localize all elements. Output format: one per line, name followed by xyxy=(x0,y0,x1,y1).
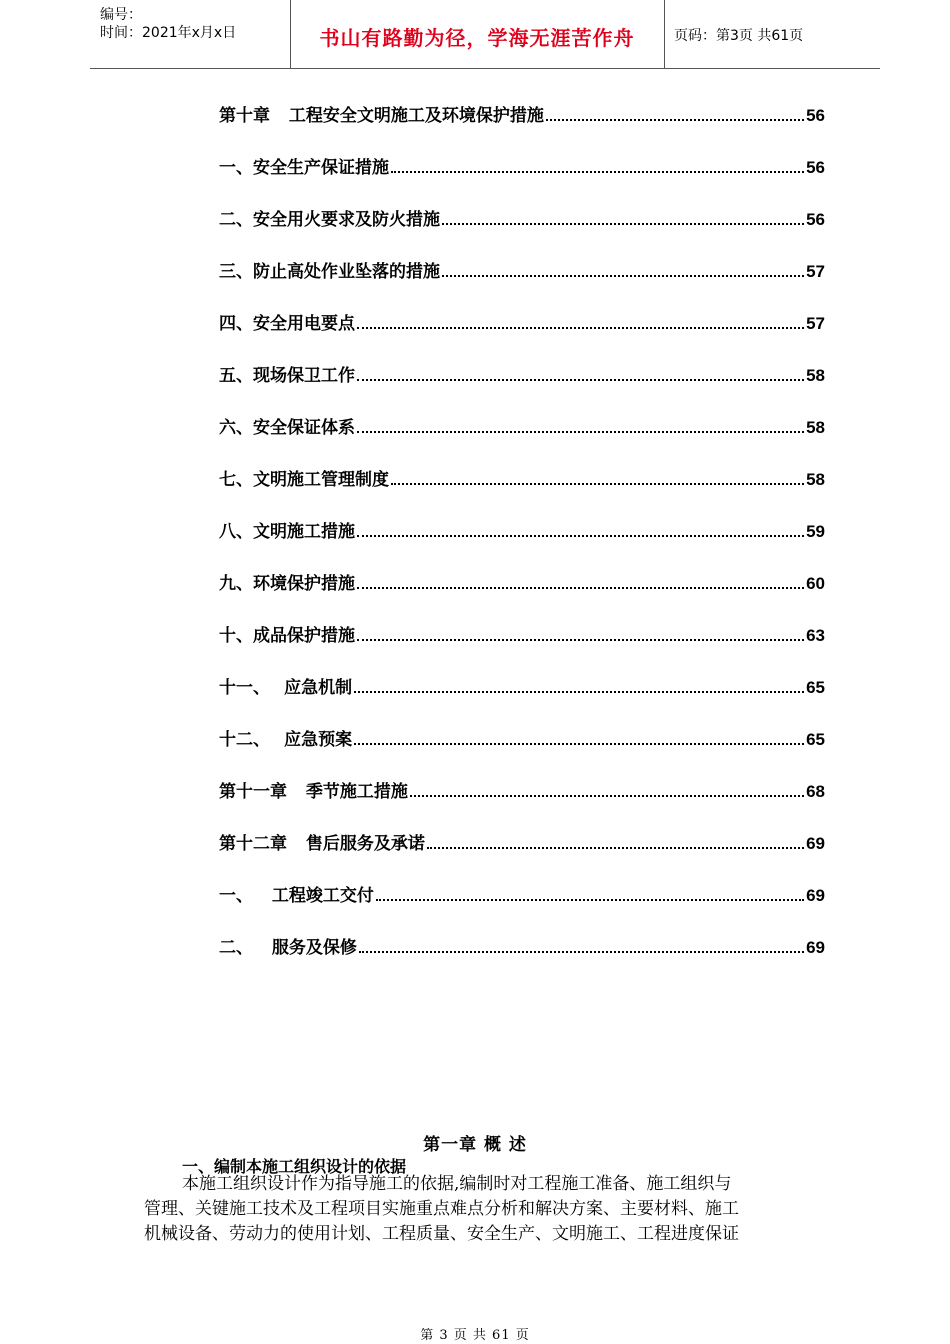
toc-entry-page: 56 xyxy=(806,158,825,177)
toc-entry-page: 58 xyxy=(806,366,825,385)
toc-entry-page: 58 xyxy=(806,418,825,437)
toc-entry[interactable] xyxy=(219,772,825,802)
toc-entry[interactable] xyxy=(219,356,825,386)
toc-entry[interactable] xyxy=(219,668,825,698)
toc-entry-page: 69 xyxy=(806,834,825,853)
toc-entry-title: 十、成品保护措施 xyxy=(219,626,355,645)
toc-dot-leader xyxy=(410,794,804,797)
toc-entry-title: 二、安全用火要求及防火措施 xyxy=(219,210,440,229)
toc-entry-page: 65 xyxy=(806,730,825,749)
header-meta-cell xyxy=(90,0,291,68)
toc-dot-leader xyxy=(357,378,804,381)
toc-entry-title: 十二、 应急预案 xyxy=(219,730,353,749)
chapter-title: 第一章 概 述 xyxy=(423,1135,527,1155)
toc-entry[interactable] xyxy=(219,720,825,750)
toc-entry-title: 六、安全保证体系 xyxy=(219,418,355,437)
header-page-cell xyxy=(664,0,880,68)
toc-entry-page: 69 xyxy=(806,886,825,905)
toc-entry[interactable] xyxy=(219,460,825,490)
toc-entry[interactable] xyxy=(219,200,825,230)
toc-entry-title: 五、现场保卫工作 xyxy=(219,366,355,385)
toc-entry-page: 56 xyxy=(806,106,825,125)
toc-entry[interactable] xyxy=(219,252,825,282)
toc-entry-title: 第十一章 季节施工措施 xyxy=(219,782,408,801)
toc-dot-leader xyxy=(357,430,804,433)
toc-dot-leader xyxy=(354,742,804,745)
toc-dot-leader xyxy=(357,326,804,329)
toc-dot-leader xyxy=(427,846,804,849)
toc-dot-leader xyxy=(546,118,804,121)
toc-dot-leader xyxy=(357,638,804,641)
paragraph-line: 管理、关键施工技术及工程项目实施重点难点分析和解决方案、主要材料、施工 xyxy=(144,1199,739,1219)
toc-entry-title: 八、文明施工措施 xyxy=(219,522,355,541)
toc-entry[interactable] xyxy=(219,408,825,438)
toc-dot-leader xyxy=(376,898,804,901)
toc-entry[interactable] xyxy=(219,564,825,594)
document-number-label: 编号： xyxy=(100,7,142,23)
toc-entry[interactable] xyxy=(219,96,825,126)
toc-entry-title: 四、安全用电要点 xyxy=(219,314,355,333)
toc-entry[interactable] xyxy=(219,148,825,178)
toc-entry[interactable] xyxy=(219,304,825,334)
toc-dot-leader xyxy=(354,690,804,693)
toc-entry-title: 十一、 应急机制 xyxy=(219,678,353,697)
toc-entry-title: 三、防止高处作业坠落的措施 xyxy=(219,262,440,281)
toc-entry-title: 第十章 工程安全文明施工及环境保护措施 xyxy=(219,106,544,125)
toc-dot-leader xyxy=(359,950,804,953)
toc-entry[interactable] xyxy=(219,616,825,646)
page-footer: 第 3 页 共 61 页 xyxy=(420,1328,530,1343)
toc-entry-page: 57 xyxy=(806,262,825,281)
document-time-label: 时间：2021年x月x日 xyxy=(100,25,237,41)
page-header xyxy=(90,0,880,69)
toc-dot-leader xyxy=(442,222,804,225)
toc-entry-title: 一、 工程竣工交付 xyxy=(219,886,374,905)
section-title: 一、编制本施工组织设计的依据 xyxy=(182,1157,407,1176)
toc-entry[interactable] xyxy=(219,512,825,542)
toc-entry-page: 56 xyxy=(806,210,825,229)
toc-entry-title: 一、安全生产保证措施 xyxy=(219,158,389,177)
toc-entry-title: 九、环境保护措施 xyxy=(219,574,355,593)
header-page-code: 页码：第3页 共61页 xyxy=(674,28,804,44)
toc-entry-page: 68 xyxy=(806,782,825,801)
toc-entry-page: 60 xyxy=(806,574,825,593)
toc-entry-page: 69 xyxy=(806,938,825,957)
toc-dot-leader xyxy=(357,586,804,589)
paragraph-line: 本施工组织设计作为指导施工的依据,编制时对工程施工准备、施工组织与 xyxy=(182,1174,732,1194)
toc-entry-page: 59 xyxy=(806,522,825,541)
toc-entry-page: 58 xyxy=(806,470,825,489)
header-motto-cell xyxy=(290,0,665,68)
toc-entry-title: 第十二章 售后服务及承诺 xyxy=(219,834,425,853)
toc-entry[interactable] xyxy=(219,876,825,906)
header-motto: 书山有路勤为径，学海无涯苦作舟 xyxy=(319,26,635,50)
toc-entry-title: 二、 服务及保修 xyxy=(219,938,357,957)
toc-entry[interactable] xyxy=(219,824,825,854)
toc-entry-title: 七、文明施工管理制度 xyxy=(219,470,389,489)
toc-dot-leader xyxy=(442,274,804,277)
paragraph-line: 机械设备、劳动力的使用计划、工程质量、安全生产、文明施工、工程进度保证 xyxy=(144,1224,739,1244)
toc-entry-page: 63 xyxy=(806,626,825,645)
toc-entry-page: 57 xyxy=(806,314,825,333)
toc-dot-leader xyxy=(391,482,804,485)
toc-entry-page: 65 xyxy=(806,678,825,697)
toc-dot-leader xyxy=(391,170,804,173)
toc-dot-leader xyxy=(357,534,804,537)
toc-entry[interactable] xyxy=(219,928,825,958)
body-paragraph xyxy=(144,1172,834,1247)
